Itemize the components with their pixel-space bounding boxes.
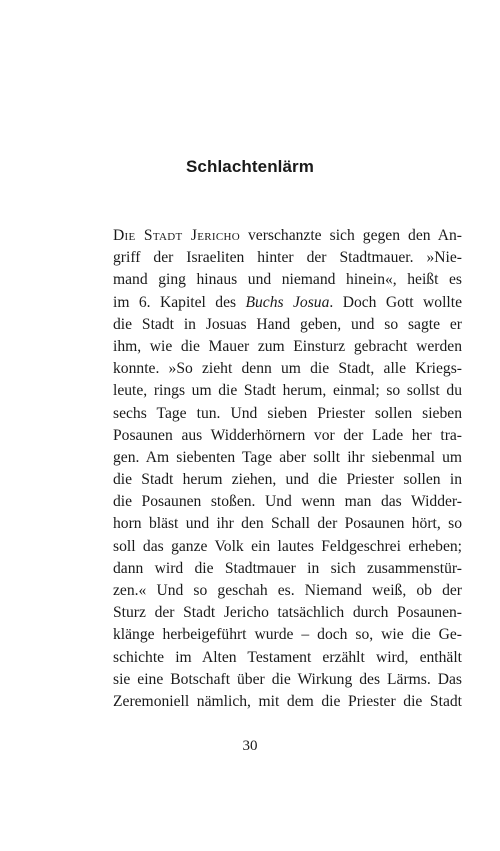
text-segment: die Stadt herum ziehen, und die Priester sollen in [113,471,462,489]
text-segment: sie eine Botschaft über die Wirkung des Lärms. Das [113,670,462,688]
text-line [113,647,462,669]
text-line [113,513,462,535]
italic-text: Buchs Josua [245,293,330,311]
text-segment: gen. Am siebenten Tage aber sollt ihr siebenmal um [113,448,462,466]
text-line [113,691,462,713]
text-segment: klänge herbeigeführt wurde – doch so, wie die Ge- [113,626,462,644]
text-line [113,624,462,646]
text-line [113,380,462,402]
text-line [113,558,462,580]
text-line [113,536,462,558]
text-line [113,425,462,447]
text-segment: soll das ganze Volk ein lautes Feldgeschrei erheben; [113,537,462,555]
text-segment: leute, rings um die Stadt herum, einmal; so sollst du [113,382,462,400]
text-segment: horn bläst und ihr den Schall der Posaunen hört, so [113,515,462,533]
text-line [113,358,462,380]
text-segment: die Stadt in Josuas Hand geben, und so sagte er [113,315,462,333]
text-segment: ihm, wie die Mauer zum Einsturz gebracht werden [113,337,462,355]
text-segment: Zeremoniell nämlich, mit dem die Priester die Stadt [113,692,462,710]
body-paragraph [113,225,462,713]
text-line [113,447,462,469]
text-line [113,602,462,624]
text-segment: griff der Israeliten hinter der Stadtmauer. »Nie- [113,249,462,267]
text-line [113,225,462,247]
chapter-heading: Schlachtenlärm [185,157,314,176]
text-segment: dann wird die Stadtmauer in sich zusammenstür- [113,559,462,577]
text-segment: sechs Tage tun. Und sieben Priester sollen sieben [113,404,462,422]
text-line [113,314,462,336]
text-line [113,269,462,291]
text-segment: mand ging hinaus und niemand hinein«, heißt es [113,271,462,289]
page-number: 30 [242,738,258,754]
text-line [113,336,462,358]
text-line [113,491,462,513]
text-segment: . Doch Gott wollte [329,293,462,311]
text-line [113,247,462,269]
text-segment: Posaunen aus Widderhörnern vor der Lade her tra- [113,426,462,444]
text-segment: schichte im Alten Testament erzählt wird, enthält [113,648,462,666]
text-line [113,580,462,602]
text-segment: konnte. »So zieht denn um die Stadt, alle Kriegs- [113,360,462,378]
text-segment: zen.« Und so geschah es. Niemand weiß, ob der [113,582,462,599]
text-line [113,669,462,691]
text-segment: verschanzte sich gegen den An- [239,227,462,244]
text-line [113,403,462,425]
text-segment: die Posaunen stoßen. Und wenn man das Widder- [113,493,462,511]
text-line [113,469,462,491]
text-segment: im 6. Kapitel des [113,293,246,311]
small-caps-text: Die Stadt Jericho [113,227,240,244]
text-line [113,292,462,314]
text-segment: Sturz der Stadt Jericho tatsächlich durch Posaunen- [113,604,462,622]
